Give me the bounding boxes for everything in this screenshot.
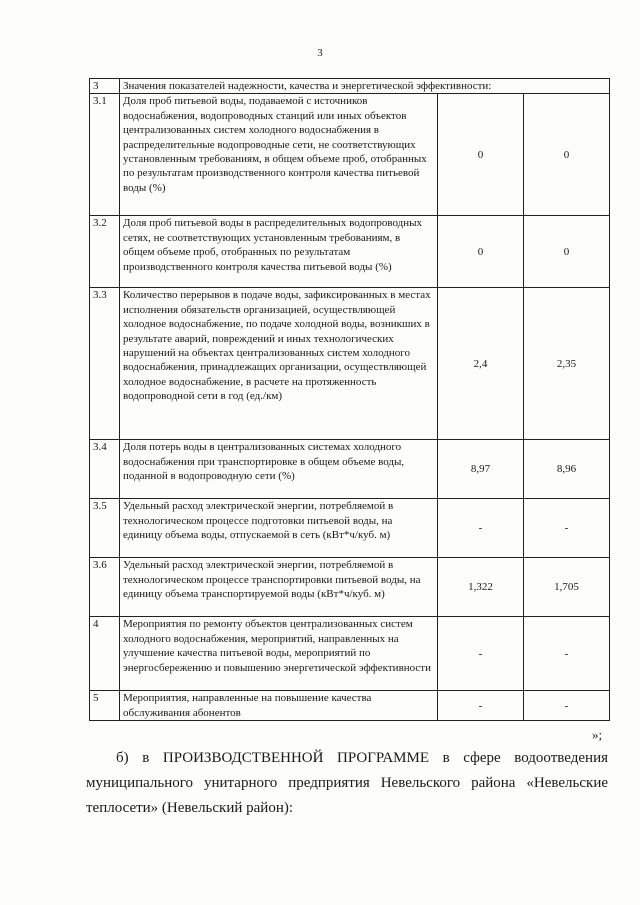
row-value-1: - bbox=[438, 499, 524, 558]
row-description: Удельный расход электрической энергии, потребляемой в технологическом процессе транспортировки питьевой воды, на единицу объема транспортируемой воды (кВт*ч/куб. м) bbox=[120, 558, 438, 617]
row-value-2: - bbox=[524, 499, 610, 558]
table-row bbox=[90, 440, 610, 499]
row-value-2: - bbox=[524, 691, 610, 721]
table-row bbox=[90, 288, 610, 440]
table-row bbox=[90, 558, 610, 617]
row-number: 3.3 bbox=[90, 288, 120, 440]
table-row bbox=[90, 216, 610, 288]
row-value-2: 1,705 bbox=[524, 558, 610, 617]
table-row bbox=[90, 691, 610, 721]
row-number: 5 bbox=[90, 691, 120, 721]
row-value-2: 2,35 bbox=[524, 288, 610, 440]
row-description: Доля потерь воды в централизованных системах холодного водоснабжения при транспортировке в общем объеме воды, поданной в водопроводную сети (%) bbox=[120, 440, 438, 499]
page-number: 3 bbox=[317, 47, 323, 59]
row-number: 3.1 bbox=[90, 94, 120, 216]
row-value-1: 0 bbox=[438, 216, 524, 288]
row-value-2: 8,96 bbox=[524, 440, 610, 499]
closing-quote-mark: »; bbox=[592, 727, 603, 742]
row-number: 4 bbox=[90, 617, 120, 691]
row-number: 3 bbox=[90, 79, 120, 94]
row-value-1: 0 bbox=[438, 94, 524, 216]
body-paragraph bbox=[86, 746, 608, 821]
row-description: Удельный расход электрической энергии, потребляемой в технологическом процессе подготовки питьевой воды, на единицу объема воды, отпускаемой в сеть (кВт*ч/куб. м) bbox=[120, 499, 438, 558]
row-value-1: 2,4 bbox=[438, 288, 524, 440]
row-value-2: 0 bbox=[524, 94, 610, 216]
row-value-1: 1,322 bbox=[438, 558, 524, 617]
row-description: Доля проб питьевой воды, подаваемой с источников водоснабжения, водопроводных станций или иных объектов централизованных систем холодного водоснабжения в распределительные водопроводные сети, не соответствующих установленным требованиям, в общем объеме проб, отобранных по результатам производственного контроля качества питьевой воды (%) bbox=[120, 94, 438, 216]
table-row bbox=[90, 617, 610, 691]
table-header-row bbox=[90, 79, 610, 94]
row-number: 3.5 bbox=[90, 499, 120, 558]
paragraph-text: б) в ПРОИЗВОДСТВЕННОЙ ПРОГРАММЕ в сфере водоотведения муниципального унитарного предприятия Невельского района «Невельские теплосети» (Невельский район): bbox=[86, 750, 608, 816]
row-description: Мероприятия по ремонту объектов централизованных систем холодного водоснабжения, мероприятий, направленных на улучшение качества питьевой воды, мероприятий по энергосбережению и повышению энергетической эффективности bbox=[120, 617, 438, 691]
table-row bbox=[90, 499, 610, 558]
row-number: 3.2 bbox=[90, 216, 120, 288]
row-description: Количество перерывов в подаче воды, зафиксированных в местах исполнения обязательств организацией, осуществляющей холодное водоснабжение, по подаче холодной воды, возникших в результате аварий, повреждений и иных технологических нарушений на объектах централизованных систем холодного водоснабжения, принадлежащих организации, осуществляющей холодное водоснабжение, в расчете на протяженность водопроводной сети в год (ед./км) bbox=[120, 288, 438, 440]
row-value-1: - bbox=[438, 617, 524, 691]
row-value-2: - bbox=[524, 617, 610, 691]
row-number: 3.6 bbox=[90, 558, 120, 617]
row-value-1: 8,97 bbox=[438, 440, 524, 499]
section-heading: Значения показателей надежности, качества и энергетической эффективности: bbox=[120, 79, 610, 94]
row-value-2: 0 bbox=[524, 216, 610, 288]
row-description: Доля проб питьевой воды в распределительных водопроводных сетях, не соответствующих установленным требованиям, в общем объеме проб, отобранных по результатам производственного контроля качества питьевой воды (%) bbox=[120, 216, 438, 288]
table-row bbox=[90, 94, 610, 216]
row-number: 3.4 bbox=[90, 440, 120, 499]
row-description: Мероприятия, направленные на повышение качества обслуживания абонентов bbox=[120, 691, 438, 721]
row-value-1: - bbox=[438, 691, 524, 721]
indicators-table bbox=[89, 78, 610, 721]
